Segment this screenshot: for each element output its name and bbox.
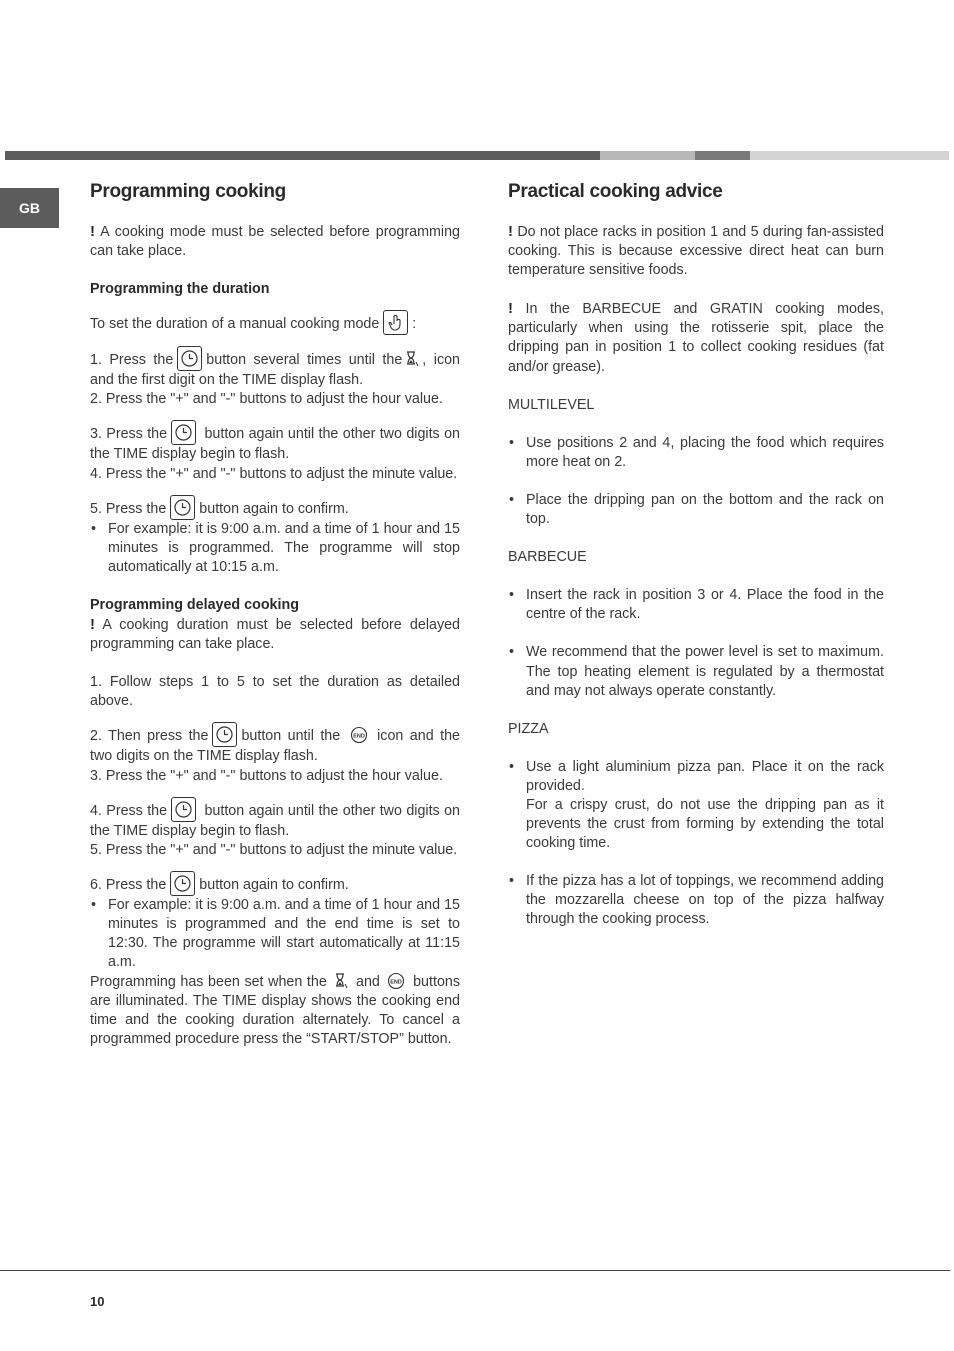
- right-column: [508, 180, 884, 930]
- note-mode-required: ! A cooking mode must be selected before programming can take place.: [90, 223, 460, 260]
- delayed-example-list: [90, 896, 460, 972]
- duration-step-3: 3. Press the button again until the other two digits on the TIME display begin to flash.: [90, 420, 460, 464]
- footer-divider: [0, 1270, 950, 1271]
- heading-multilevel: MULTILEVEL: [508, 396, 595, 413]
- heading-programming-delayed: Programming delayed cooking: [90, 596, 299, 613]
- note-rack-positions: ! Do not place racks in position 1 and 5 during fan-assisted cooking. This is because excessive direct heat can burn temperature sensitive foods.: [508, 223, 884, 279]
- warning-icon: !: [508, 223, 513, 240]
- heading-barbecue: BARBECUE: [508, 549, 587, 566]
- manual-mode-hand-icon: [383, 310, 408, 335]
- left-column: [90, 180, 460, 1050]
- svg-text:END: END: [352, 733, 365, 740]
- warning-icon: !: [90, 616, 95, 634]
- delayed-step-2: 2. Then press the button until the END icon and the two digits on the TIME display flash.: [90, 722, 460, 766]
- language-tab: GB: [0, 188, 59, 228]
- warning-icon: !: [508, 300, 513, 318]
- delayed-step-6: 6. Press the button again to confirm.: [90, 871, 460, 896]
- list-item: • If the pizza has a lot of toppings, we recommend adding the mozzarella cheese on top of the pizza halfway through the cooking process.: [508, 872, 884, 929]
- delayed-step-3: 3. Press the "+" and "-" buttons to adjust the hour value.: [90, 767, 443, 784]
- duration-step-2: 2. Press the "+" and "-" buttons to adjust the hour value.: [90, 391, 443, 408]
- header-bar-segment-1: [5, 151, 600, 160]
- warning-icon: !: [90, 223, 95, 240]
- list-item: • For example: it is 9:00 a.m. and a time of 1 hour and 15 minutes is programmed. The programme will stop automatically at 10:15 a.m.: [90, 520, 460, 577]
- end-time-icon: [349, 726, 369, 744]
- delayed-step-1: 1. Follow steps 1 to 5 to set the duration as detailed above.: [90, 674, 460, 710]
- list-item: • Insert the rack in position 3 or 4. Place the food in the centre of the rack.: [508, 586, 884, 624]
- timer-button-icon: [212, 722, 237, 747]
- pizza-list: [508, 758, 884, 930]
- hourglass-duration-icon: [404, 350, 420, 368]
- hourglass-duration-icon: [333, 972, 349, 990]
- duration-step-1: 1. Press the button several times until the , icon and the first digit on the TIME display flash.: [90, 346, 460, 390]
- timer-button-icon: [177, 346, 202, 371]
- section-title-programming: Programming cooking: [90, 181, 286, 202]
- list-item: • Place the dripping pan on the bottom and the rack on top.: [508, 491, 884, 529]
- delayed-step-5: 5. Press the "+" and "-" buttons to adjust the minute value.: [90, 841, 458, 858]
- timer-button-icon: [170, 495, 195, 520]
- duration-example-list: [90, 520, 460, 577]
- header-bar-segment-2: [600, 151, 695, 160]
- svg-text:END: END: [390, 979, 403, 986]
- barbecue-list: [508, 586, 884, 700]
- programming-final-note: Programming has been set when the and END buttons are illuminated. The TIME display shows the cooking end time and the cooking duration alternately. To cancel a programmed procedure press the “START/STOP” button.: [90, 974, 460, 1048]
- list-item: • We recommend that the power level is set to maximum. The top heating element is regulated by a thermostat and may not always operate constantly.: [508, 643, 884, 700]
- heading-programming-duration: Programming the duration: [90, 281, 270, 298]
- timer-button-icon: [171, 797, 196, 822]
- header-bar-segment-3: [695, 151, 750, 160]
- page-number: 10: [90, 1294, 105, 1309]
- header-bar-segment-4: [750, 151, 949, 160]
- note-barbecue-gratin: ! In the BARBECUE and GRATIN cooking modes, particularly when using the rotisserie spit, place the dripping pan in position 1 to collect cooking residues (fat and/or grease).: [508, 300, 884, 375]
- section-title-advice: Practical cooking advice: [508, 181, 723, 202]
- list-item: • Use positions 2 and 4, placing the food which requires more heat on 2.: [508, 434, 884, 472]
- list-item: • Use a light aluminium pizza pan. Place it on the rack provided. For a crispy crust, do not use the dripping pan as it prevents the crust from forming by extending the total cooking time.: [508, 758, 884, 853]
- multilevel-list: [508, 434, 884, 529]
- heading-pizza: PIZZA: [508, 720, 549, 737]
- list-item: • For example: it is 9:00 a.m. and a time of 1 hour and 15 minutes is programmed and the end time is set to 12:30. The programme will start automatically at 11:15 a.m.: [90, 896, 460, 972]
- duration-step-5: 5. Press the button again to confirm.: [90, 495, 460, 520]
- duration-intro: To set the duration of a manual cooking mode :: [90, 310, 460, 335]
- note-duration-required: ! A cooking duration must be selected before delayed programming can take place.: [90, 616, 461, 653]
- end-time-icon: [386, 972, 406, 990]
- timer-button-icon: [170, 871, 195, 896]
- duration-step-4: 4. Press the "+" and "-" buttons to adjust the minute value.: [90, 465, 458, 482]
- delayed-step-4: 4. Press the button again until the other two digits on the TIME display begin to flash.: [90, 797, 460, 841]
- timer-button-icon: [171, 420, 196, 445]
